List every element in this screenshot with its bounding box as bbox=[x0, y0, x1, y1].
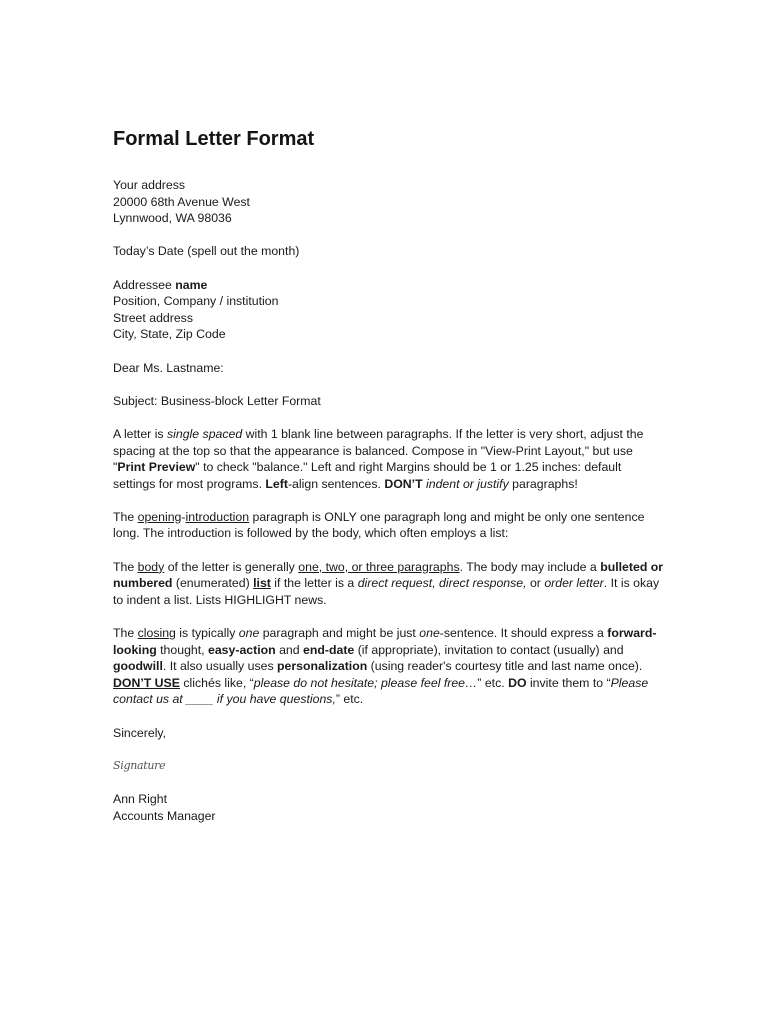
text-run: . The body may include a bbox=[459, 559, 601, 574]
salutation bbox=[113, 360, 663, 377]
text-run: . It also usually uses bbox=[162, 659, 278, 674]
addressee-line: City, State, Zip Code bbox=[113, 327, 226, 342]
text-run: goodwill bbox=[113, 659, 163, 674]
addressee-line bbox=[113, 277, 663, 294]
date-text: Today’s Date (spell out the month) bbox=[113, 244, 300, 259]
addressee-line: Street address bbox=[113, 310, 193, 325]
text-run: paragraphs! bbox=[508, 476, 578, 491]
paragraph-closing bbox=[113, 625, 663, 708]
signer-name: Ann Right bbox=[113, 791, 168, 806]
paragraph-format bbox=[113, 426, 663, 492]
subject-line bbox=[113, 393, 663, 410]
addressee-name: name bbox=[175, 277, 208, 292]
sender-line: 20000 68th Avenue West bbox=[113, 194, 250, 209]
text-run: bulleted or bbox=[600, 559, 664, 574]
text-run: list bbox=[253, 576, 271, 591]
text-run: The bbox=[113, 509, 138, 524]
sender-line: Your address bbox=[113, 178, 186, 192]
text-run: ” etc. bbox=[477, 675, 509, 690]
text-run: thought, bbox=[156, 642, 208, 657]
text-run: if the letter is a bbox=[270, 576, 358, 591]
addressee-block bbox=[113, 277, 663, 343]
text-run: contact us at ____ if you have questions, bbox=[113, 692, 336, 707]
text-run: . It is okay bbox=[603, 576, 660, 591]
paragraph-line bbox=[113, 575, 663, 592]
text-run: forward- bbox=[607, 626, 657, 641]
text-run: DON’T USE bbox=[113, 675, 180, 690]
text-run: direct request, direct response, bbox=[357, 576, 527, 591]
text-run: numbered bbox=[113, 576, 173, 591]
text-run: clichés like, “ bbox=[179, 675, 254, 690]
paragraph-line: long. The introduction is followed by the body, which often employs a list: bbox=[113, 526, 509, 541]
paragraph-line bbox=[113, 691, 663, 708]
complimentary-close bbox=[113, 725, 663, 742]
addressee-prefix: Addressee bbox=[113, 277, 176, 292]
closing-text: Sincerely, bbox=[113, 725, 167, 740]
signer-title: Accounts Manager bbox=[113, 808, 216, 823]
paragraph-line bbox=[113, 509, 663, 526]
text-run: order letter bbox=[544, 576, 604, 591]
text-run: - bbox=[181, 509, 186, 524]
text-run: one, two, or three paragraphs bbox=[298, 559, 460, 574]
letter-date bbox=[113, 243, 663, 260]
text-run: " to check "balance." Left and right Margins should be 1 or 1.25 inches: default bbox=[195, 460, 622, 475]
sender-line: Lynnwood, WA 98036 bbox=[113, 211, 232, 226]
text-run: paragraph is ONLY one paragraph long and might be only one sentence bbox=[249, 509, 645, 524]
text-run: ” etc. bbox=[335, 692, 364, 707]
paragraph-line bbox=[113, 426, 663, 443]
paragraph-line bbox=[113, 642, 663, 659]
salutation-text: Dear Ms. Lastname: bbox=[113, 360, 224, 375]
text-run: or bbox=[526, 576, 545, 591]
subject-text: Subject: Business-block Letter Format bbox=[113, 393, 321, 408]
signature: Signature bbox=[113, 758, 166, 772]
paragraph-body bbox=[113, 559, 663, 609]
text-run: (using reader's courtesy title and last name once). bbox=[367, 659, 643, 674]
text-run: DO bbox=[508, 675, 527, 690]
paragraph-introduction bbox=[113, 509, 663, 542]
text-run: one bbox=[238, 626, 260, 641]
text-run: indent or justify bbox=[422, 476, 509, 491]
text-run: single spaced bbox=[167, 426, 243, 441]
text-run: A letter is bbox=[113, 426, 167, 441]
text-run: end-date bbox=[303, 642, 355, 657]
text-run: " bbox=[113, 460, 118, 475]
text-run: Left bbox=[265, 476, 288, 491]
paragraph-line bbox=[113, 625, 663, 642]
paragraph-line bbox=[113, 675, 663, 692]
paragraph-line bbox=[113, 459, 663, 476]
text-run: opening bbox=[137, 509, 182, 524]
text-run: The bbox=[113, 559, 138, 574]
text-run: please do not hesitate; please feel free… bbox=[253, 675, 478, 690]
paragraph-line bbox=[113, 658, 663, 675]
text-run: Print Preview bbox=[117, 460, 196, 475]
paragraph-line: to indent a list. Lists HIGHLIGHT news. bbox=[113, 592, 327, 607]
text-run: settings for most programs. bbox=[113, 476, 266, 491]
text-run: one bbox=[419, 626, 440, 641]
text-run: personalization bbox=[277, 659, 368, 674]
text-run: closing bbox=[137, 626, 176, 641]
text-run: and bbox=[275, 642, 304, 657]
text-run: invite them to “ bbox=[526, 675, 611, 690]
text-run: body bbox=[137, 559, 165, 574]
letter-body bbox=[113, 126, 663, 841]
text-run: paragraph and might be just bbox=[259, 626, 420, 641]
paragraph-line bbox=[113, 559, 663, 576]
text-run: is typically bbox=[175, 626, 239, 641]
addressee-line: Position, Company / institution bbox=[113, 294, 279, 309]
text-run: The bbox=[113, 626, 138, 641]
text-run: (enumerated) bbox=[172, 576, 254, 591]
text-run: introduction bbox=[185, 509, 250, 524]
page-title: Formal Letter Format bbox=[113, 128, 315, 150]
paragraph-line: spacing at the top so that the appearance is balanced. Compose in "View-Print Layout," but use bbox=[113, 443, 633, 458]
text-run: (if appropriate), invitation to contact (usually) and bbox=[354, 642, 624, 657]
text-run: Please bbox=[610, 675, 649, 690]
text-run: DON’T bbox=[384, 476, 423, 491]
signer-block bbox=[113, 791, 663, 824]
paragraph-line bbox=[113, 476, 663, 493]
text-run: easy-action bbox=[208, 642, 276, 657]
text-run: with 1 blank line between paragraphs. If the letter is very short, adjust the bbox=[242, 426, 644, 441]
text-run: -sentence. It should express a bbox=[439, 626, 608, 641]
sender-address bbox=[113, 177, 663, 227]
text-run: -align sentences. bbox=[287, 476, 385, 491]
text-run: of the letter is generally bbox=[164, 559, 299, 574]
text-run: looking bbox=[113, 642, 157, 657]
